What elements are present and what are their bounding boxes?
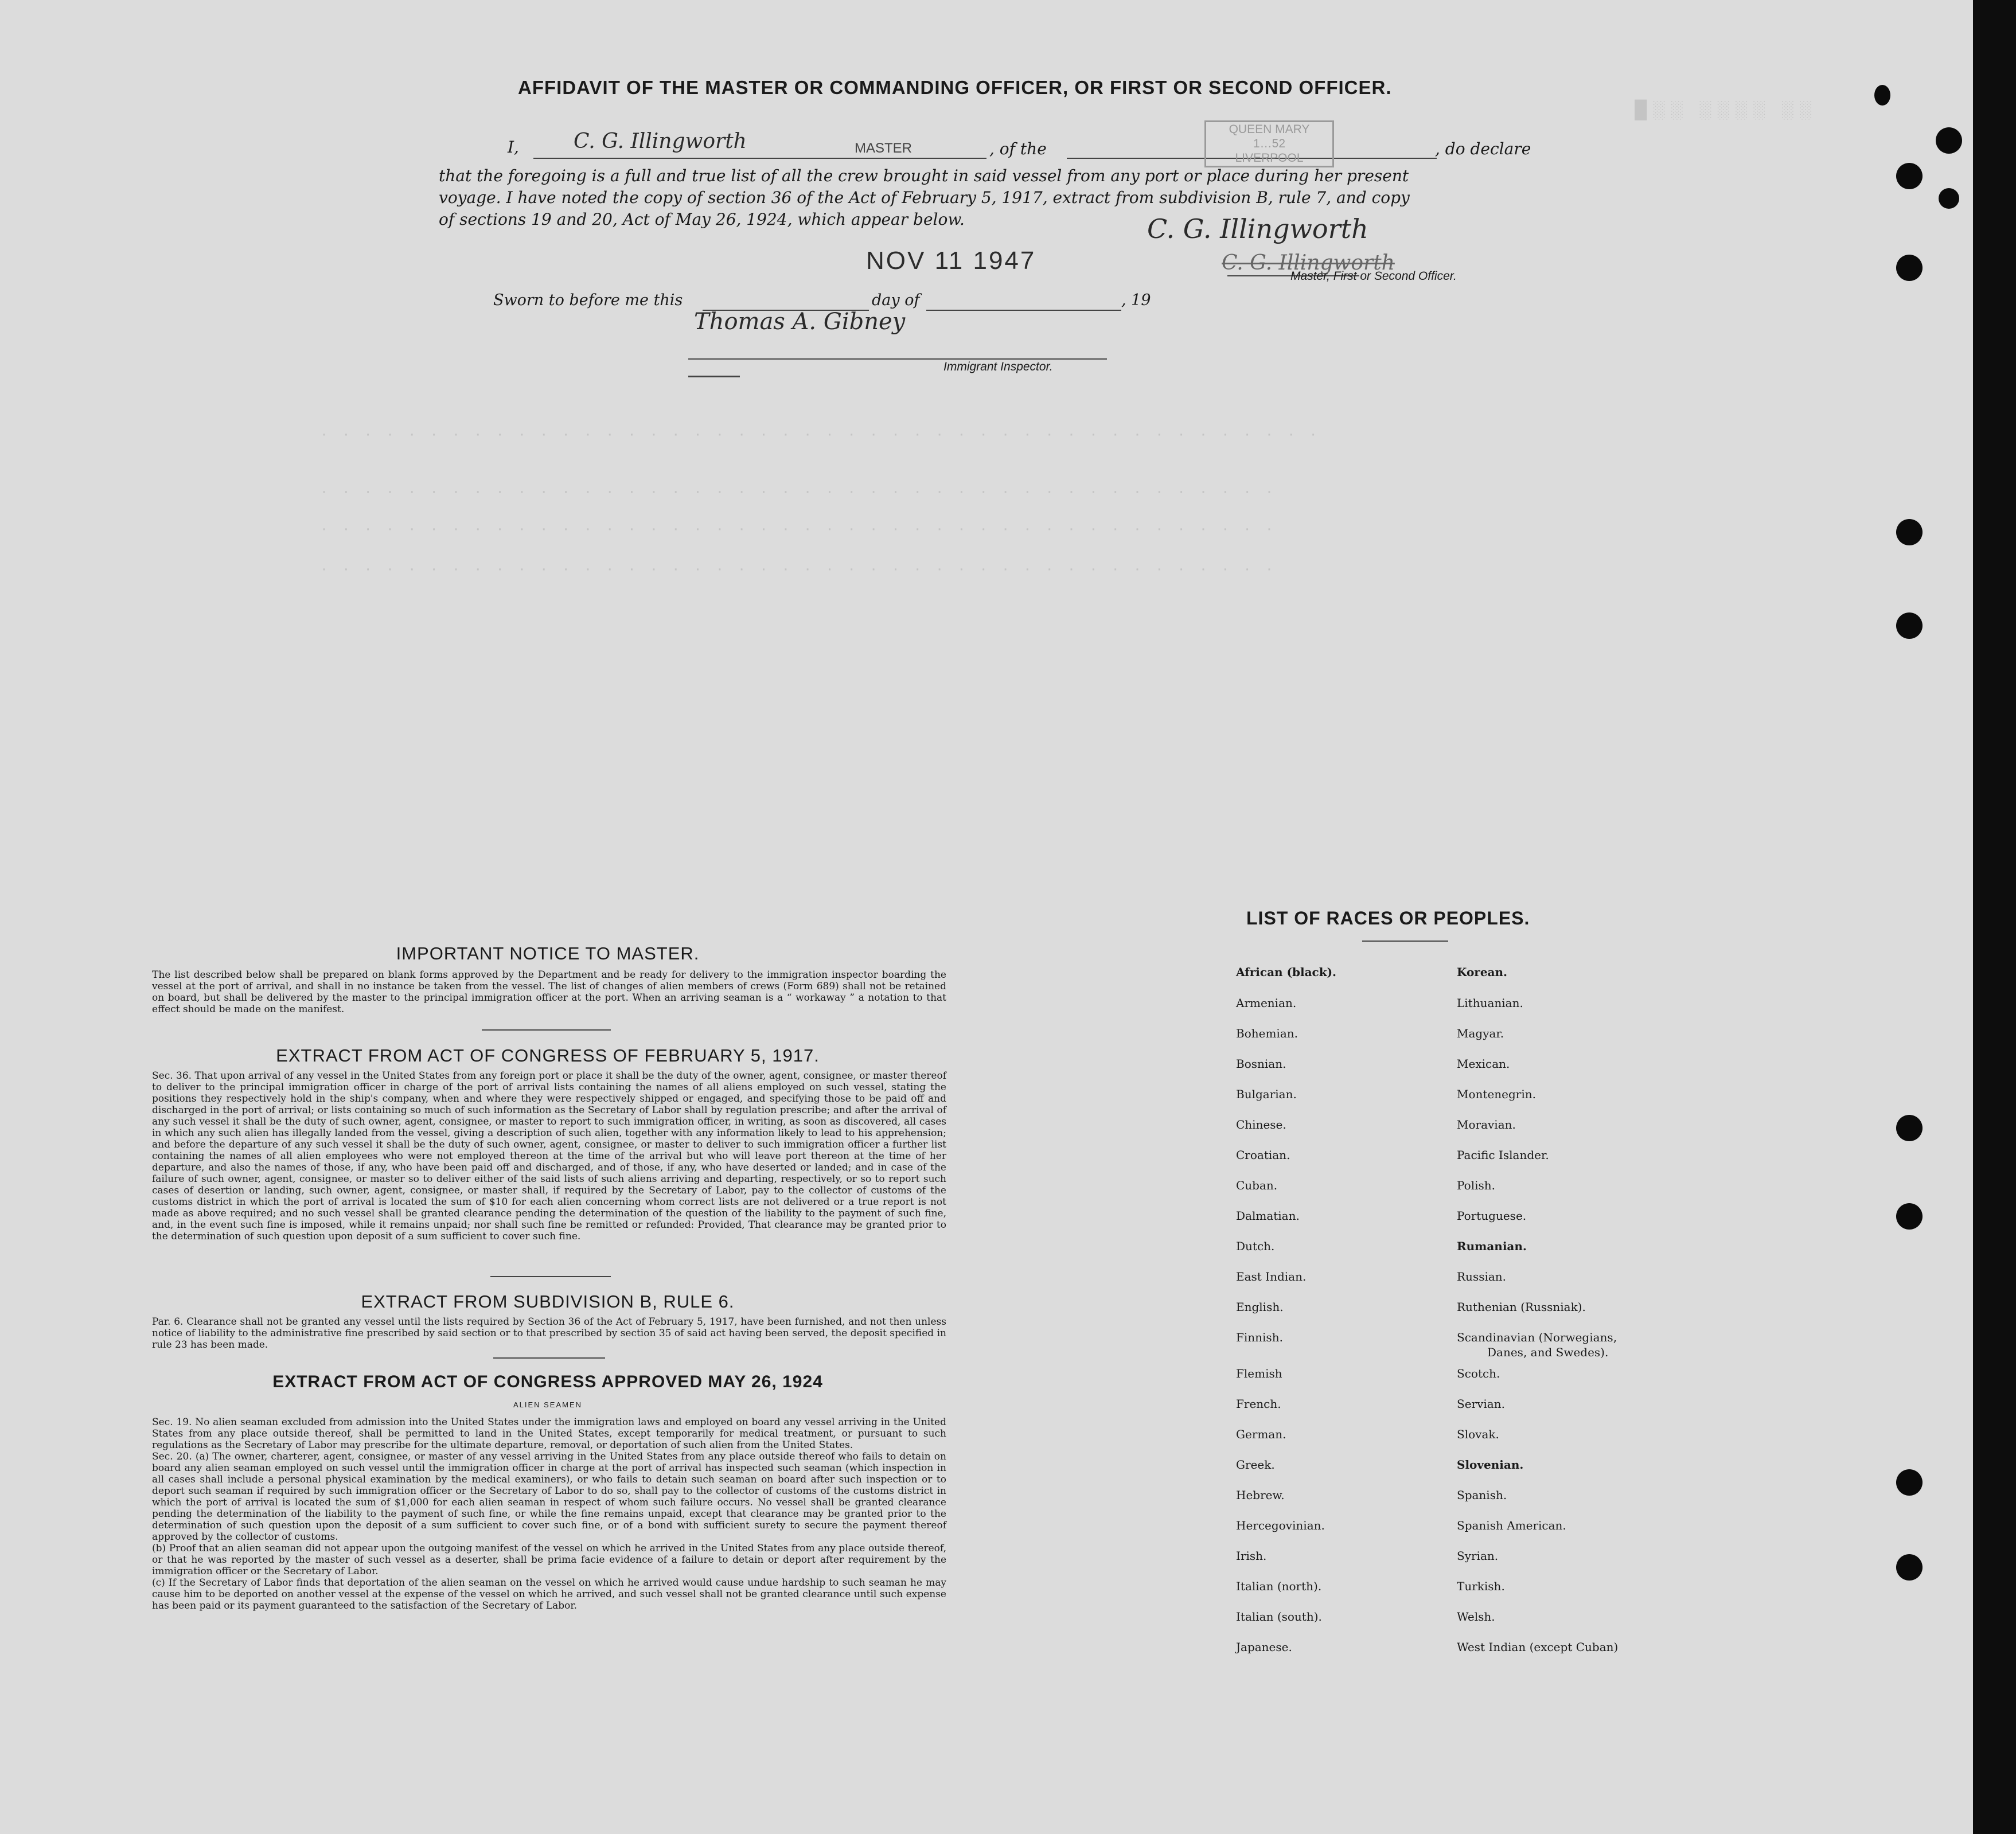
punch-hole [1896, 1203, 1923, 1230]
extract-1924-paragraph: (b) Proof that an alien seaman did not appear upon the outgoing manifest of the vessel on which he arrived in the United States from any place outside thereof, or that he was reported by the master of such vessel as a deserter, shall be prima facie evidence of a failure to detain or deport after requirement by the immigration officer or the Secretary of Labor. [152, 1543, 946, 1577]
extract-1924-paragraph: Sec. 19. No alien seaman excluded from admission into the United States under the immigration laws and employed on board any vessel arriving in the United States from any place outside thereof, shall be permitted to land in the United States, except temporarily for medical treatment, or pursuant to such regulations as the Secretary of Labor may prescribe for the ultimate departure, removal, or deportation of such alien from the United States. [152, 1417, 946, 1451]
race-right-item: Welsh. [1457, 1610, 1495, 1624]
race-left-item: East Indian. [1236, 1270, 1307, 1283]
race-right-item: Russian. [1457, 1270, 1507, 1283]
race-right-item: Slovenian. [1457, 1458, 1524, 1472]
punch-hole [1874, 85, 1890, 106]
important-notice-text: The list described below shall be prepared on blank forms approved by the Department and be ready for delivery to the immigration inspector boarding the vessel at the port of arrival, and shall in no instance be taken from the vessel. The list of changes of alien members of crews (Form 689) shall not be retained on board, but shall be delivered by the master to the principal immigration officer at the port. When an arriving seaman is a “ workaway ” a notation to that effect should be made on the manifest. [152, 969, 946, 1015]
date-stamp: NOV 11 1947 [866, 247, 1036, 275]
race-left-item: German. [1236, 1427, 1286, 1441]
bleed-through-text: █░░ ░░░░ ░░ [1635, 100, 1817, 119]
punch-hole [1896, 1469, 1923, 1496]
stamp-line: LIVERPOOL [1235, 151, 1304, 165]
race-left-item: English. [1236, 1300, 1284, 1314]
inspector-line [688, 358, 1107, 360]
race-left-item: Irish. [1236, 1549, 1267, 1563]
race-left-item: Bosnian. [1236, 1057, 1286, 1071]
punch-hole [1896, 1115, 1923, 1141]
bleed-through-text: · · · · · · · · · · · · · · · · · · · · · · · · · · · · · · · · · · · · · · · · · · · · · · [321, 424, 1322, 443]
affidavit-line-4: of sections 19 and 20, Act of May 26, 1924, which appear below. [439, 210, 965, 229]
extract-1917-title: EXTRACT FROM ACT OF CONGRESS OF FEBRUARY 5, 1917. [276, 1045, 820, 1066]
race-right-item: Servian. [1457, 1397, 1505, 1411]
race-left-item: Italian (south). [1236, 1610, 1322, 1624]
race-right-continuation: Danes, and Swedes). [1487, 1345, 1609, 1359]
master-name-handwritten: C. G. Illingworth [574, 130, 747, 153]
race-right-item: Korean. [1457, 965, 1508, 979]
affidavit-title: AFFIDAVIT OF THE MASTER OR COMMANDING OFFICER, OR FIRST OR SECOND OFFICER. [518, 77, 1392, 98]
race-right-item: West Indian (except Cuban) [1457, 1640, 1619, 1654]
ship-name-stamp [1204, 120, 1334, 167]
inspector-caption: Immigrant Inspector. [943, 360, 1053, 373]
extract-1924-subtitle: ALIEN SEAMEN [513, 1400, 583, 1409]
punch-hole [1896, 519, 1923, 545]
affidavit-i: I, [508, 138, 519, 157]
race-right-item: Rumanian. [1457, 1239, 1527, 1253]
race-right-item: Syrian. [1457, 1549, 1499, 1563]
race-left-item: Chinese. [1236, 1118, 1286, 1131]
extract-1917-body [152, 1070, 946, 1242]
race-right-item: Montenegrin. [1457, 1087, 1536, 1101]
rank-label: MASTER [855, 141, 913, 156]
race-right-item: Moravian. [1457, 1118, 1516, 1131]
extract-1924-paragraph: (c) If the Secretary of Labor finds that deportation of the alien seaman on the vessel on which he arrived would cause undue hardship to such seaman he may cause him to be deported on another vessel at the expense of the vessel on which he arrived, and such vessel shall not be granted clearance until such expense has been paid or its payment guaranteed to the satisfaction of the Secretary of Labor. [152, 1577, 946, 1611]
race-left-item: French. [1236, 1397, 1281, 1411]
master-signature: C. G. Illingworth [1147, 213, 1368, 244]
year-label: , 19 [1121, 291, 1151, 309]
stamp-line: 1…52 [1253, 137, 1286, 150]
punch-hole [1936, 127, 1962, 154]
important-notice-body [152, 969, 946, 1015]
affidavit-line-3: voyage. I have noted the copy of section 36 of the Act of February 5, 1917, extract from subdivision B, rule 7, and copy [439, 188, 1410, 207]
extract-1924-title: EXTRACT FROM ACT OF CONGRESS APPROVED MAY 26, 1924 [272, 1372, 823, 1391]
bleed-through-text: · · · · · · · · · · · · · · · · · · · · · · · · · · · · · · · · · · · · · · · · · · · · [321, 559, 1278, 578]
extract-1924-paragraph: Sec. 20. (a) The owner, charterer, agent, consignee, or master of any vessel arriving in the United States from any place outside thereof who fails to detain on board any alien seaman employed on such vessel until the immigration officer in charge at the port of arrival has inspected such seaman (which inspection in all cases shall include a personal physical examination by the medical examiners), or who fails to detain such seaman on board after such inspection or to deport such seaman if required by such immigration officer or the Secretary of Labor to do so, shall pay to the collector of customs of the customs district in which the port of arrival is located the sum of $1,000 for each alien seaman in respect of whom such failure occurs. No vessel shall be granted clearance pending the determination of the liability to the payment of such fine, or while the fine remains unpaid, except that clearance may be granted prior to the determination of such question upon the deposit of a sum sufficient to cover such fine, or of a bond with sufficient surety to secure the payment thereof approved by the collector of customs. [152, 1451, 946, 1543]
important-notice-title: IMPORTANT NOTICE TO MASTER. [396, 943, 700, 963]
race-left-item: Hebrew. [1236, 1488, 1285, 1502]
race-left-item: Japanese. [1236, 1640, 1292, 1654]
race-left-item: Flemish [1236, 1367, 1282, 1380]
race-right-item: Slovak. [1457, 1427, 1499, 1441]
day-of-label: day of [872, 291, 920, 309]
extract-1924-body [152, 1417, 946, 1611]
extract-rule6-title: EXTRACT FROM SUBDIVISION B, RULE 6. [361, 1291, 735, 1312]
punch-hole [1896, 612, 1923, 639]
race-right-item: Ruthenian (Russniak). [1457, 1300, 1586, 1314]
section-divider [490, 1276, 611, 1277]
bleed-through-text: · · · · · · · · · · · · · · · · · · · · · · · · · · · · · · · · · · · · · · · · · · · · [321, 519, 1278, 538]
master-name-line [533, 158, 986, 159]
race-right-item: Pacific Islander. [1457, 1148, 1549, 1162]
race-right-item: Portuguese. [1457, 1209, 1527, 1223]
race-left-item: Armenian. [1236, 996, 1297, 1010]
race-left-item: Dalmatian. [1236, 1209, 1300, 1223]
punch-hole [1896, 255, 1923, 281]
race-right-item: Polish. [1457, 1179, 1495, 1192]
race-left-item: Finnish. [1236, 1330, 1283, 1344]
signature-caption: Master, First or Second Officer. [1290, 270, 1457, 283]
race-left-item: Bulgarian. [1236, 1087, 1297, 1101]
short-rule [688, 376, 740, 377]
race-left-item: Cuban. [1236, 1179, 1278, 1192]
sworn-month-line [926, 310, 1121, 311]
of-the-label: , of the [989, 139, 1047, 158]
punch-hole [1896, 163, 1923, 189]
race-right-item: Turkish. [1457, 1579, 1505, 1593]
extract-rule6-body [152, 1316, 946, 1351]
race-left-item: Bohemian. [1236, 1027, 1298, 1040]
race-right-item: Mexican. [1457, 1057, 1510, 1071]
race-right-item: Spanish American. [1457, 1519, 1566, 1532]
race-left-item: Hercegovinian. [1236, 1519, 1325, 1532]
extract-rule6-text: Par. 6. Clearance shall not be granted any vessel until the lists required by Section 36 of the Act of February 5, 1917, have been furnished, and not then unless notice of liability to the administrative fine prescribed by said section or to that prescribed by section 35 of said act having been served, the deposit specified in rule 23 has been made. [152, 1316, 946, 1351]
extract-1917-text: Sec. 36. That upon arrival of any vessel in the United States from any foreign port or place it shall be the duty of the owner, agent, consignee, or master thereof to deliver to the principal immigration officer in charge of the port of arrival lists containing the names of all aliens employed on such vessel, stating the positions they respectively hold in the ship's company, when and where they were respectively shipped or engaged, and specifying those to be paid off and discharged in the port of arrival; or lists containing so much of such information as the Secretary of Labor shall by regulation prescribe; and after the arrival of any such vessel it shall be the duty of such owner, agent, consignee, or master to report to such immigration officer, in writing, as soon as discovered, all cases in which any such alien has illegally landed from the vessel, giving a description of such alien, together with any information likely to lead to his apprehension; and before the departure of any such vessel it shall be the duty of such owner, agent, consignee, or master to deliver to such immigration officer a further list containing the names of all alien employees who were not employed thereon at the time of the arrival but who will leave port thereon at the time of her departure, and also the names of those, if any, who have been paid off and discharged, and of those, if any, who have deserted or landed; and in case of the failure of such owner, agent, consignee, or master so to deliver either of the said lists of such aliens arriving and departing, respectively, or so to report such cases of desertion or landing, such owner, agent, consignee, or master shall, if required by the Secretary of Labor, pay to the collector of customs of the customs district in which the port of arrival is located the sum of $10 for each alien concerning whom correct lists are not delivered or a true report is not made as above required; and no such vessel shall be granted clearance pending the determination of the question of the liability to the payment of such fine, and, in the event such fine is imposed, while it remains unpaid; nor shall such fine be remitted or refunded: Provided, That clearance may be granted prior to the determination of such question upon deposit of a sum sufficient to cover such fine. [152, 1070, 946, 1242]
inspector-signature: Thomas A. Gibney [694, 309, 906, 335]
race-right-item: Scandinavian (Norwegians, [1457, 1330, 1617, 1344]
punch-hole [1939, 188, 1959, 209]
race-right-item: Scotch. [1457, 1367, 1500, 1380]
scan-edge [1973, 0, 2016, 1834]
punch-hole [1896, 1554, 1923, 1581]
races-title-underline [1362, 941, 1448, 942]
race-left-item: African (black). [1236, 965, 1337, 979]
race-right-item: Magyar. [1457, 1027, 1504, 1040]
race-right-item: Spanish. [1457, 1488, 1507, 1502]
race-left-item: Greek. [1236, 1458, 1275, 1472]
do-declare-label: , do declare [1435, 139, 1531, 158]
race-right-item: Lithuanian. [1457, 996, 1523, 1010]
master-signature-struck: C. G. Illingworth [1222, 251, 1395, 275]
section-divider [482, 1029, 611, 1031]
stamp-line: QUEEN MARY [1229, 123, 1310, 136]
race-left-item: Italian (north). [1236, 1579, 1322, 1593]
section-divider [493, 1357, 605, 1359]
race-left-item: Croatian. [1236, 1148, 1290, 1162]
races-title: LIST OF RACES OR PEOPLES. [1246, 908, 1530, 928]
affidavit-line-2: that the foregoing is a full and true list of all the crew brought in said vessel from any port or place during her present [439, 166, 1409, 185]
sworn-label: Sworn to before me this [493, 291, 683, 309]
bleed-through-text: · · · · · · · · · · · · · · · · · · · · · · · · · · · · · · · · · · · · · · · · · · · · [321, 482, 1278, 501]
race-left-item: Dutch. [1236, 1239, 1275, 1253]
